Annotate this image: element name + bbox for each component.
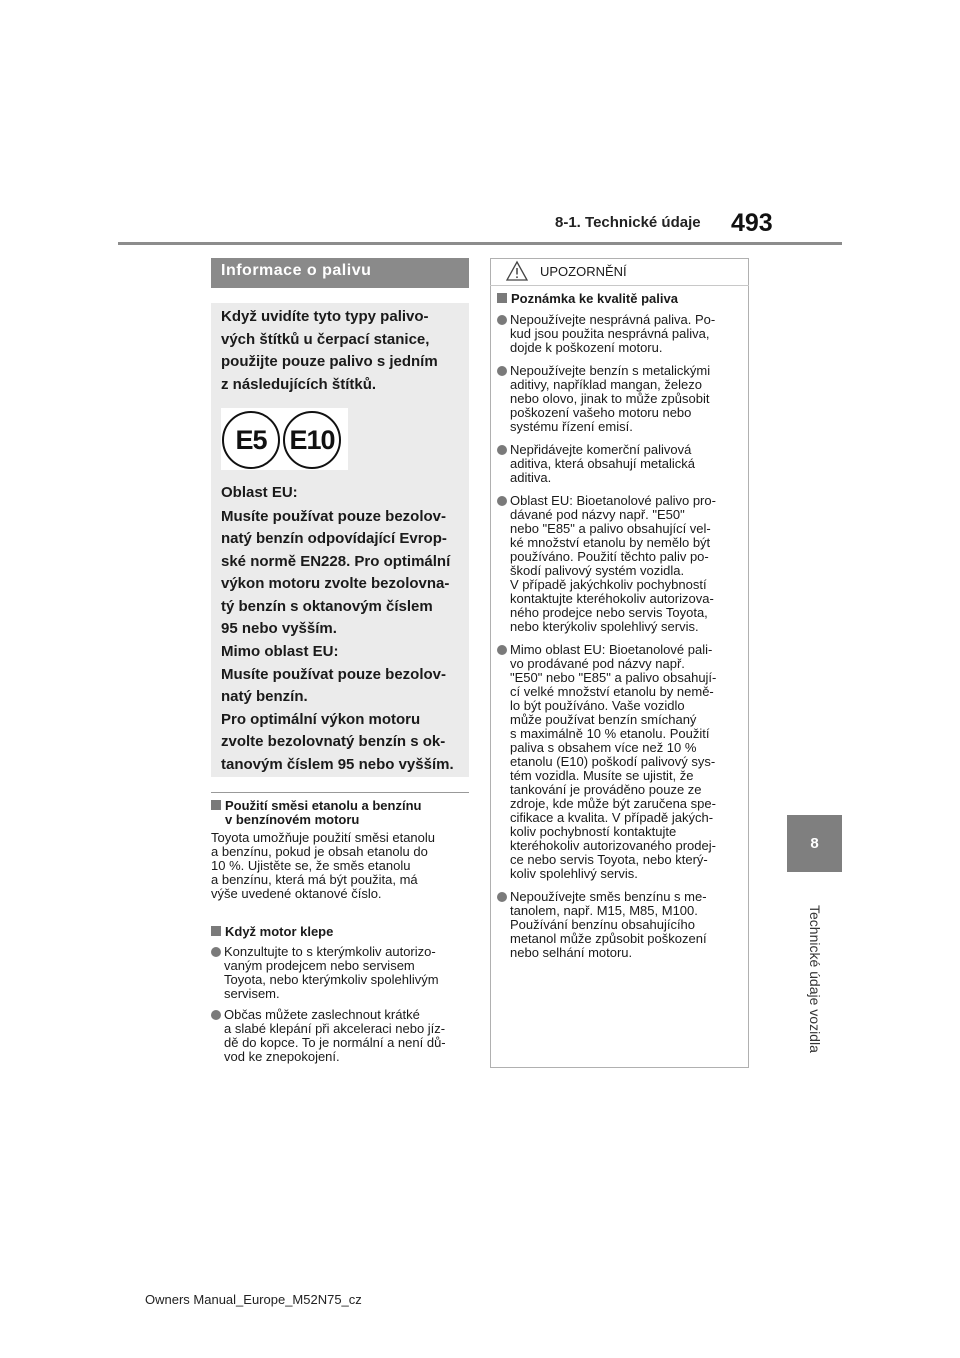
- non-eu-text-line: Pro optimální výkon motoru: [221, 710, 421, 728]
- list-item: [211, 945, 469, 1001]
- ethanol-heading-line: Použití směsi etanolu a benzínu: [225, 798, 422, 813]
- bullet-line: dě do kopce. To je normální a není dů-: [224, 1035, 446, 1050]
- warning-heading-text: Poznámka ke kvalitě paliva: [511, 291, 678, 306]
- bullet-line: kteréhokoliv autorizovaného prodej-: [510, 838, 716, 853]
- e5-label: E5: [222, 411, 280, 469]
- eu-text-line: výkon motoru zvolte bezolovna-: [221, 575, 450, 592]
- list-item: [497, 443, 743, 485]
- bullet-line: kontaktujte kteréhokoliv autorizova-: [510, 591, 714, 606]
- bullet-line: aditivy, například mangan, železo: [510, 377, 702, 392]
- bullet-line: dojde k poškození motoru.: [510, 340, 663, 355]
- bullet-line: aditiva.: [510, 470, 552, 485]
- list-item: [497, 643, 743, 881]
- bullet-icon: [497, 892, 507, 902]
- chapter-tab-label: Technické údaje vozidla: [807, 905, 823, 1053]
- bullet-line: tankování je prováděno pouze ze: [510, 782, 702, 797]
- info-intro-line: z následujících štítků.: [221, 375, 377, 393]
- bullet-line: systému řízení emisí.: [510, 419, 633, 434]
- bullet-line: tém vozidla. Musíte se ujistit, že: [510, 768, 694, 783]
- eu-text-line: Musíte používat pouze bezolov-: [221, 507, 447, 525]
- bullet-line: paliva s obsahem více než 10 %: [510, 740, 697, 755]
- non-eu-info: [221, 641, 454, 776]
- info-intro-line: Když uvidíte tyto typy palivo-: [221, 308, 429, 325]
- bullet-line: kud jsou použita nesprávná paliva,: [510, 326, 710, 341]
- bullet-icon: [211, 1010, 221, 1020]
- section-divider: [211, 792, 469, 793]
- warning-divider: [490, 285, 749, 286]
- bullet-line: V případě jakýchkoliv pochybností: [510, 577, 707, 592]
- bullet-line: ného prodejce nebo servis Toyota,: [510, 605, 708, 620]
- info-intro-line: vých štítků u čerpací stanice,: [221, 330, 430, 348]
- square-bullet-icon: [211, 926, 221, 936]
- bullet-icon: [497, 445, 507, 455]
- bullet-line: etanolu (E10) poškodí palivový sys-: [510, 754, 716, 769]
- list-item: [211, 1008, 469, 1064]
- info-intro-line: použijte pouze palivo s jedním: [221, 353, 438, 370]
- knock-heading: [211, 925, 469, 939]
- bullet-line: dávané pod názvy např. "E50": [510, 507, 685, 522]
- ethanol-heading: [211, 799, 469, 827]
- section-title: 8-1. Technické údaje: [555, 214, 701, 231]
- bullet-line: tanolem, např. M15, M85, M100.: [510, 903, 698, 918]
- bullet-icon: [497, 645, 507, 655]
- bullet-line: metanol může způsobit poškození: [510, 931, 707, 946]
- ethanol-heading-line: v benzínovém motoru: [225, 812, 360, 827]
- eu-heading: Oblast EU:: [221, 484, 298, 501]
- bullet-line: používáno. Použití těchto paliv po-: [510, 549, 709, 564]
- non-eu-text-line: tanovým číslem 95 nebo vyšším.: [221, 755, 454, 773]
- knock-heading-text: Když motor klepe: [225, 924, 334, 939]
- bullet-line: Nepřidávejte komerční palivová: [510, 442, 692, 457]
- knock-section: [211, 925, 469, 1064]
- bullet-line: Používání benzínu obsahujícího: [510, 917, 696, 932]
- bullet-line: nebo kterýkoliv spolehlivý servis.: [510, 619, 699, 634]
- warning-title: UPOZORNĚNÍ: [540, 264, 627, 279]
- bullet-line: Nepoužívejte benzín s metalickými: [510, 363, 711, 378]
- eu-text-line: 95 nebo vyšším.: [221, 620, 337, 637]
- bullet-line: koliv pochybností kontaktujte: [510, 824, 677, 839]
- bullet-line: Oblast EU: Bioetanolové palivo pro-: [510, 493, 716, 508]
- info-intro: [221, 306, 438, 396]
- non-eu-text-line: Musíte používat pouze bezolov-: [221, 665, 447, 683]
- bullet-line: vo prodávané pod názvy např.: [510, 656, 685, 671]
- bullet-line: cí velké množství etanolu by nemě-: [510, 684, 714, 699]
- warning-heading: [497, 292, 743, 306]
- chapter-tab: 8: [787, 815, 842, 872]
- bullet-line: a slabé klepání při akceleraci nebo jíz-: [224, 1021, 446, 1036]
- bullet-line: může používat benzín smíchaný: [510, 712, 697, 727]
- bullet-line: Mimo oblast EU: Bioetanolové pali-: [510, 642, 713, 657]
- bullet-line: koliv spolehlivý servis.: [510, 866, 638, 881]
- eu-text-line: tý benzín s oktanovým číslem: [221, 597, 433, 615]
- bullet-icon: [497, 315, 507, 325]
- bullet-icon: [497, 496, 507, 506]
- bullet-line: škodí palivový systém vozidla.: [510, 563, 685, 578]
- page-number: 493: [731, 209, 773, 237]
- bullet-line: Konzultujte to s kterýmkoliv autorizo-: [224, 944, 436, 959]
- warning-content: [497, 292, 743, 960]
- list-item: [497, 364, 743, 434]
- list-item: [497, 313, 743, 355]
- bullet-line: Občas můžete zaslechnout krátké: [224, 1007, 420, 1022]
- non-eu-heading: Mimo oblast EU:: [221, 643, 339, 660]
- footer-text: Owners Manual_Europe_M52N75_cz: [145, 1292, 362, 1307]
- square-bullet-icon: [497, 293, 507, 303]
- ethanol-body-line: 10 %. Ujistěte se, že směs etanolu: [211, 858, 411, 873]
- fuel-labels: [221, 408, 348, 470]
- eu-info: [221, 482, 450, 641]
- bullet-line: zdroje, kde může být zaručena spe-: [510, 796, 716, 811]
- ethanol-body-line: Toyota umožňuje použití směsi etanolu: [211, 830, 436, 845]
- square-bullet-icon: [211, 800, 221, 810]
- bullet-line: aditiva, která obsahují metalická: [510, 456, 695, 471]
- bullet-line: servisem.: [224, 986, 280, 1001]
- bullet-line: vod ke znepokojení.: [224, 1049, 340, 1064]
- ethanol-section: [211, 799, 469, 901]
- bullet-line: Nepoužívejte nesprávná paliva. Po-: [510, 312, 716, 327]
- bullet-line: nebo "E85" a palivo obsahující vel-: [510, 521, 711, 536]
- bullet-line: ce nebo servis Toyota, nebo který-: [510, 852, 708, 867]
- list-item: [497, 494, 743, 634]
- e10-label: E10: [283, 411, 341, 469]
- bullet-icon: [211, 947, 221, 957]
- bullet-line: "E50" nebo "E85" a palivo obsahují-: [510, 670, 717, 685]
- eu-text-line: ské normě EN228. Pro optimální: [221, 552, 451, 570]
- bullet-line: s maximálně 10 % etanolu. Použití: [510, 726, 710, 741]
- bullet-icon: [497, 366, 507, 376]
- eu-text-line: natý benzín odpovídající Evrop-: [221, 530, 447, 547]
- bullet-line: nebo olovo, jinak to může způsobit: [510, 391, 710, 406]
- ethanol-body: [211, 831, 469, 901]
- non-eu-text-line: zvolte bezolovnatý benzín s ok-: [221, 733, 446, 750]
- ethanol-body-line: a benzínu, která má být použita, má: [211, 872, 418, 887]
- info-title: Informace o palivu: [221, 262, 372, 279]
- bullet-line: nebo selhání motoru.: [510, 945, 633, 960]
- bullet-line: poškození vašeho motoru nebo: [510, 405, 692, 420]
- list-item: [497, 890, 743, 960]
- bullet-line: Toyota, nebo kterýmkoliv spolehlivým: [224, 972, 439, 987]
- warning-triangle-icon: [505, 260, 529, 282]
- header-divider: [118, 242, 842, 245]
- ethanol-body-line: a benzínu, pokud je obsah etanolu do: [211, 844, 428, 859]
- ethanol-body-line: výše uvedené oktanové číslo.: [211, 886, 382, 901]
- non-eu-text-line: natý benzín.: [221, 688, 308, 705]
- bullet-line: ké množství etanolu by nemělo být: [510, 535, 711, 550]
- bullet-line: lo být používáno. Vaše vozidlo: [510, 698, 685, 713]
- bullet-line: vaným prodejcem nebo servisem: [224, 958, 415, 973]
- bullet-line: cifikace a kvalita. V případě jakých-: [510, 810, 714, 825]
- bullet-line: Nepoužívejte směs benzínu s me-: [510, 889, 707, 904]
